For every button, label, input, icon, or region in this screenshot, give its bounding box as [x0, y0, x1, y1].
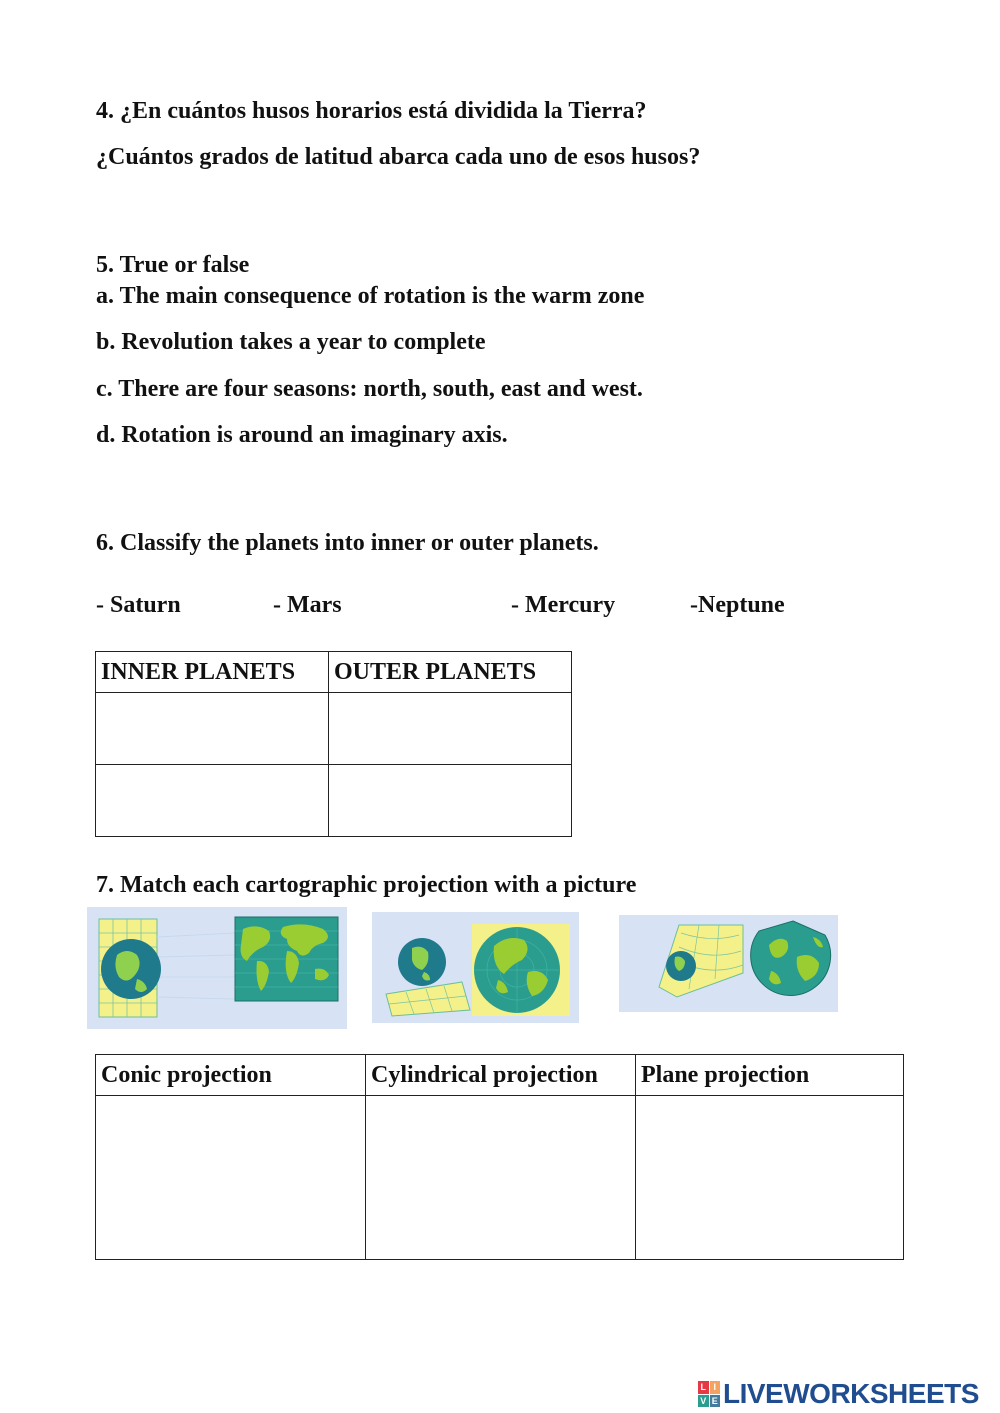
inner-planets-cell[interactable]	[96, 693, 329, 765]
logo-badge-letter: L	[698, 1381, 709, 1394]
question-4-line-2: ¿Cuántos grados de latitud abarca cada uno de esos husos?	[96, 144, 701, 170]
planet-mercury: - Mercury	[511, 592, 616, 618]
plane-projection-picture[interactable]	[372, 912, 579, 1023]
outer-planets-header: OUTER PLANETS	[329, 652, 572, 693]
planet-neptune: -Neptune	[690, 592, 785, 618]
inner-planets-cell[interactable]	[96, 765, 329, 837]
projections-table	[95, 1054, 904, 1260]
question-4-line-1: 4. ¿En cuántos husos horarios está dividida la Tierra?	[96, 98, 647, 124]
logo-badge-letter: I	[710, 1381, 721, 1394]
plane-projection-header: Plane projection	[636, 1055, 904, 1096]
conic-projection-picture[interactable]	[619, 915, 838, 1012]
conic-projection-header: Conic projection	[96, 1055, 366, 1096]
plane-projection-illustration	[372, 912, 579, 1023]
conic-projection-illustration	[619, 915, 838, 1012]
logo-badge-letter: V	[698, 1395, 709, 1408]
question-5-item-d: d. Rotation is around an imaginary axis.	[96, 422, 508, 448]
question-7-title: 7. Match each cartographic projection with a picture	[96, 872, 637, 898]
planets-table	[95, 651, 572, 837]
cylindrical-projection-illustration	[87, 907, 347, 1029]
logo-text: LIVEWORKSHEETS	[723, 1378, 979, 1409]
logo-badge-icon	[698, 1381, 720, 1407]
logo-badge-letter: E	[710, 1395, 721, 1408]
outer-planets-cell[interactable]	[329, 693, 572, 765]
question-5-item-a: a. The main consequence of rotation is the warm zone	[96, 283, 645, 309]
conic-projection-answer-cell[interactable]	[96, 1096, 366, 1260]
liveworksheets-logo	[698, 1378, 979, 1410]
plane-projection-answer-cell[interactable]	[636, 1096, 904, 1260]
question-5-title: 5. True or false	[96, 252, 250, 278]
cylindrical-projection-picture[interactable]	[87, 907, 347, 1029]
cylindrical-projection-header: Cylindrical projection	[366, 1055, 636, 1096]
question-5-item-b: b. Revolution takes a year to complete	[96, 329, 486, 355]
planet-mars: - Mars	[273, 592, 342, 618]
outer-planets-cell[interactable]	[329, 765, 572, 837]
question-5-item-c: c. There are four seasons: north, south, east and west.	[96, 376, 643, 402]
cylindrical-projection-answer-cell[interactable]	[366, 1096, 636, 1260]
inner-planets-header: INNER PLANETS	[96, 652, 329, 693]
question-6-title: 6. Classify the planets into inner or outer planets.	[96, 530, 599, 556]
planet-saturn: - Saturn	[96, 592, 181, 618]
